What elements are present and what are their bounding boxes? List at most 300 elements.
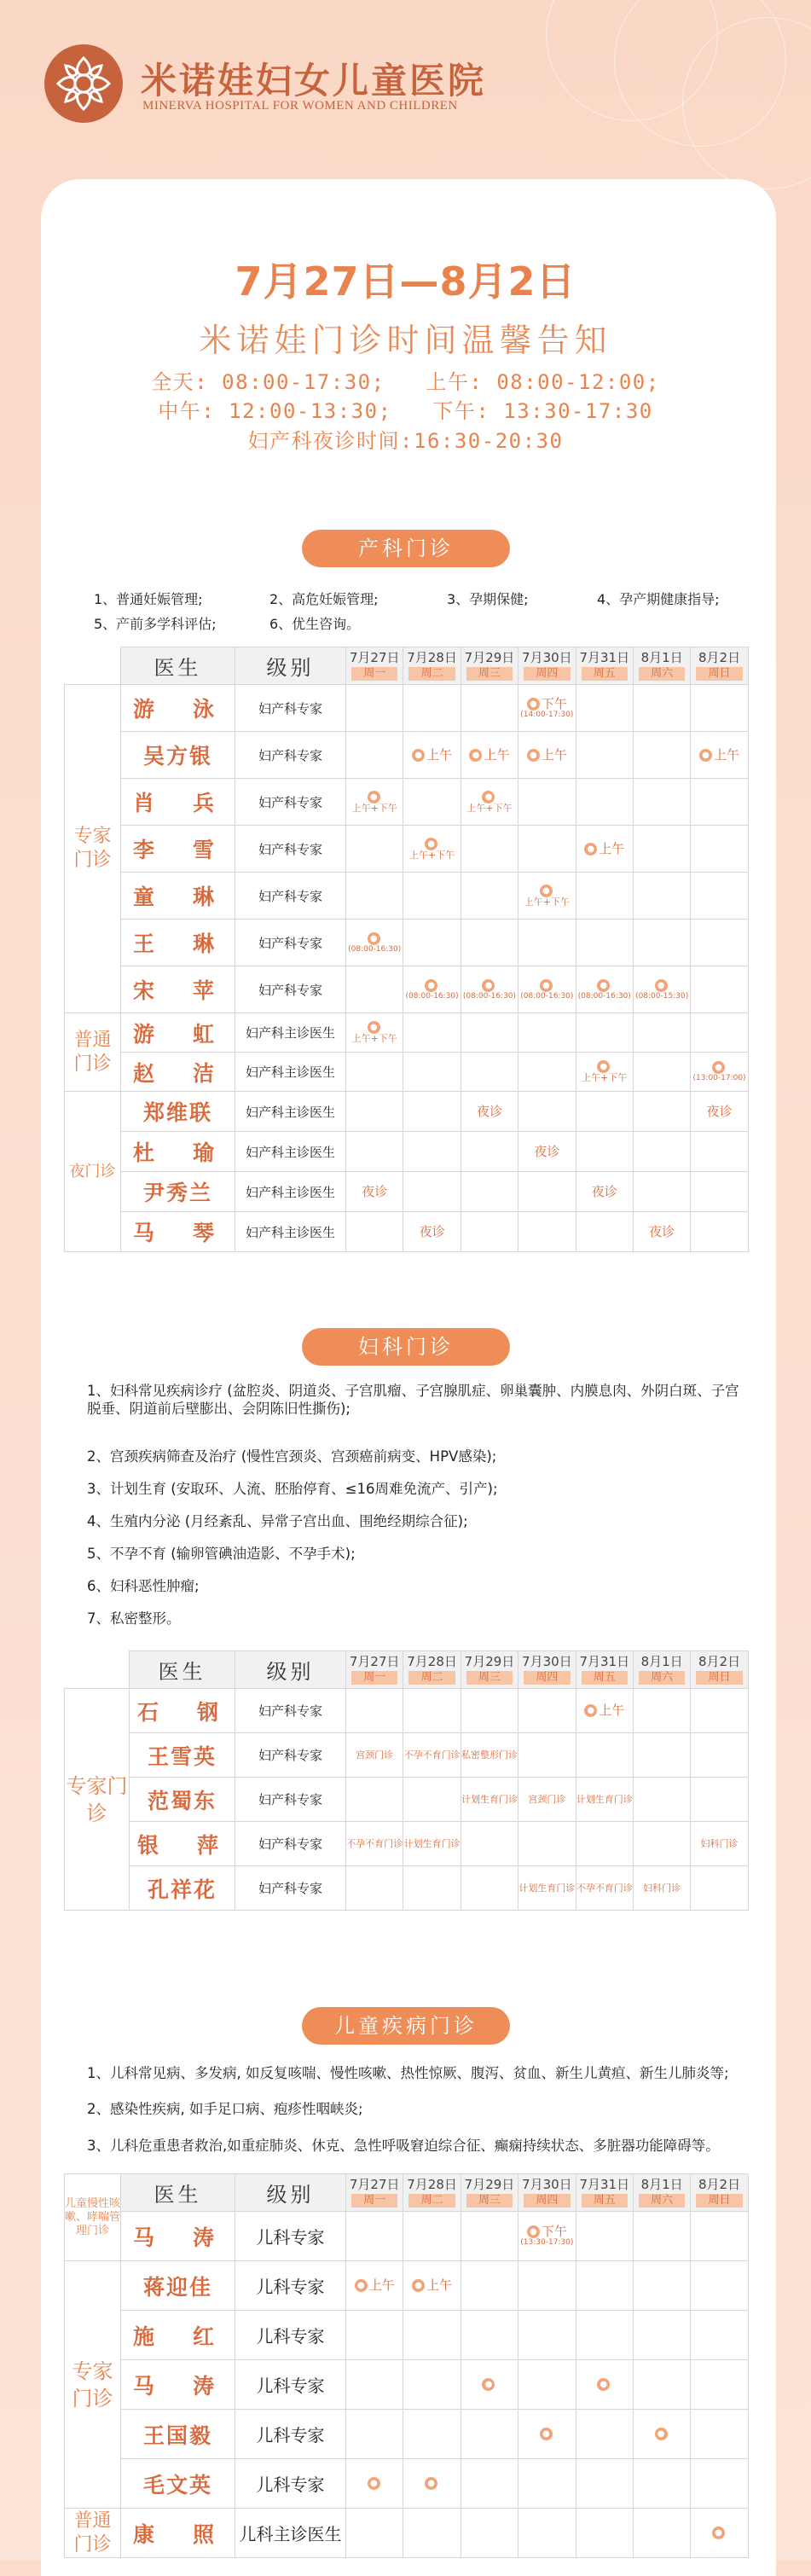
schedule-cell	[461, 1053, 518, 1092]
schedule-cell	[633, 1733, 690, 1778]
schedule-cell	[518, 1822, 576, 1866]
table-row	[65, 1866, 749, 1911]
slot-label: 上午	[541, 746, 567, 763]
doctor-name: 赵 洁	[121, 1053, 235, 1092]
doctor-name: 王雪英	[130, 1733, 235, 1778]
schedule-cell	[633, 1053, 690, 1092]
day-date: 7月29日	[464, 1653, 515, 1669]
day-weekday: 周三	[466, 2194, 513, 2208]
col-header-day	[691, 2174, 748, 2212]
doctor-name: 蒋迎佳	[121, 2261, 235, 2311]
schedule-cell	[518, 2212, 576, 2261]
schedule-cell	[691, 2261, 748, 2311]
schedule-cell	[403, 2261, 461, 2311]
slot-label: 夜诊	[362, 1183, 388, 1199]
slot-time: (08:00-16:30)	[348, 944, 402, 954]
ped-item: 3、儿科危重患者救治,如重症肺炎、休克、急性呼吸窘迫综合征、癫痫持续状态、多脏器功能障碍等。	[87, 2138, 720, 2154]
schedule-cell	[403, 2509, 461, 2558]
schedule-cell	[691, 779, 748, 826]
schedule-cell	[346, 1778, 403, 1822]
schedule-cell	[518, 2360, 576, 2410]
col-header-day	[633, 647, 690, 685]
col-header-doctor: 医生	[130, 1651, 235, 1689]
schedule-cell	[518, 2311, 576, 2360]
schedule-cell	[576, 1778, 633, 1822]
schedule-cell	[576, 2311, 633, 2360]
slot-time: (08:00-15:30)	[635, 991, 689, 1001]
table-header-row	[65, 2174, 749, 2212]
doctor-level: 妇产科专家	[235, 732, 346, 779]
clinic-dot-icon: ●	[412, 2279, 425, 2292]
schedule-cell	[346, 1053, 403, 1092]
clinic-dot-icon: ●	[425, 979, 437, 992]
schedule-cell	[633, 2410, 690, 2459]
doctor-level: 儿科专家	[235, 2410, 346, 2459]
col-header-day	[633, 2174, 690, 2212]
table-row	[65, 1689, 749, 1733]
clinic-dot-icon: ●	[368, 2477, 380, 2490]
clinic-dot-icon: ●	[597, 2378, 610, 2391]
schedule-cell	[691, 2410, 748, 2459]
schedule-cell	[403, 1212, 461, 1252]
clinic-dot-icon: ●	[699, 749, 712, 762]
group-label-expert: 专家门诊	[65, 1689, 130, 1911]
col-header-day	[691, 647, 748, 685]
clinic-dot-icon: ●	[597, 979, 610, 992]
schedule-cell	[346, 685, 403, 732]
table-row	[65, 1172, 749, 1212]
doctor-level: 妇产科专家	[235, 826, 346, 873]
schedule-cell	[403, 920, 461, 966]
day-date: 8月2日	[698, 649, 741, 665]
day-date: 7月28日	[407, 649, 457, 665]
schedule-cell	[346, 966, 403, 1013]
gyn-item: 7、私密整形。	[87, 1610, 181, 1627]
slot-label: 夜诊	[649, 1223, 675, 1239]
clinic-label: 不孕不育门诊	[346, 1837, 403, 1849]
schedule-cell	[461, 1822, 518, 1866]
obs-service: 5、产前多学科评估;	[94, 616, 217, 632]
gynecology-schedule-table	[64, 1651, 749, 1911]
doctor-level: 儿科专家	[235, 2459, 346, 2509]
doctor-name: 尹秀兰	[121, 1172, 235, 1212]
hours-line-1: 全天: 08:00-17:30; 上午: 08:00-12:00;	[151, 370, 660, 394]
clinic-dot-icon: ●	[482, 2378, 495, 2391]
schedule-cell	[576, 873, 633, 920]
schedule-cell	[461, 779, 518, 826]
slot-time: (08:00-16:30)	[520, 991, 574, 1001]
schedule-cell	[461, 1778, 518, 1822]
hospital-logo-icon	[44, 44, 123, 123]
schedule-cell	[633, 2459, 690, 2509]
slot-label: 上午	[368, 2277, 395, 2293]
schedule-cell	[461, 685, 518, 732]
schedule-cell	[691, 966, 748, 1013]
doctor-name: 马 涛	[121, 2360, 235, 2410]
table-row	[65, 920, 749, 966]
schedule-cell	[403, 685, 461, 732]
notice-title: 7月27日—8月2日	[235, 258, 576, 305]
clinic-label: 计划生育门诊	[461, 1793, 518, 1805]
schedule-cell	[633, 1132, 690, 1172]
schedule-cell	[576, 1822, 633, 1866]
col-header-day	[691, 1651, 748, 1689]
table-row	[65, 2410, 749, 2459]
day-date: 8月2日	[698, 2176, 741, 2192]
clinic-label: 计划生育门诊	[403, 1837, 461, 1849]
schedule-cell	[461, 920, 518, 966]
schedule-cell	[518, 732, 576, 779]
slot-label: 上午+下午	[582, 1072, 628, 1083]
schedule-cell	[403, 1733, 461, 1778]
schedule-cell	[633, 1172, 690, 1212]
hours-line-2: 中午: 12:00-13:30; 下午: 13:30-17:30	[158, 399, 653, 423]
doctor-level: 儿科专家	[235, 2212, 346, 2261]
col-header-day	[633, 1651, 690, 1689]
obstetrics-schedule-table	[64, 647, 749, 1252]
schedule-cell	[346, 1092, 403, 1132]
day-date: 7月27日	[349, 649, 400, 665]
schedule-cell	[403, 1689, 461, 1733]
schedule-cell	[461, 1132, 518, 1172]
slot-label: 下午	[541, 2224, 567, 2239]
slot-time: (08:00-16:30)	[577, 991, 631, 1001]
clinic-label: 妇科门诊	[700, 1837, 739, 1849]
doctor-name: 王国毅	[121, 2410, 235, 2459]
schedule-cell	[403, 826, 461, 873]
col-header-level: 级别	[235, 647, 346, 685]
clinic-dot-icon: ●	[368, 791, 380, 804]
day-date: 7月28日	[407, 2176, 457, 2192]
schedule-cell	[633, 920, 690, 966]
hours-line-3: 妇产科夜诊时间:16:30-20:30	[247, 429, 564, 453]
schedule-cell	[403, 873, 461, 920]
schedule-cell	[461, 2509, 518, 2558]
slot-label: 上午	[426, 2277, 453, 2293]
table-row	[65, 779, 749, 826]
clinic-label: 不孕不育门诊	[576, 1882, 633, 1894]
schedule-cell	[691, 2360, 748, 2410]
slot-label: 上午	[599, 1703, 625, 1718]
schedule-cell	[518, 1778, 576, 1822]
slot-time: (13:00-17:00)	[692, 1074, 746, 1082]
schedule-cell	[518, 873, 576, 920]
schedule-cell	[461, 2410, 518, 2459]
schedule-cell	[633, 2212, 690, 2261]
slot-label: 上午	[426, 746, 453, 763]
schedule-cell	[576, 1689, 633, 1733]
schedule-cell	[576, 1132, 633, 1172]
slot-label: 上午+下午	[351, 802, 397, 814]
schedule-cell	[461, 1866, 518, 1911]
doctor-level: 妇产科主诊医生	[235, 1013, 346, 1053]
schedule-cell	[691, 1092, 748, 1132]
clinic-label: 不孕不育门诊	[403, 1749, 461, 1761]
slot-label: 下午	[541, 695, 567, 711]
col-header-day	[518, 2174, 576, 2212]
schedule-cell	[461, 1172, 518, 1212]
day-weekday: 周六	[639, 2194, 685, 2208]
clinic-dot-icon: ●	[712, 2527, 725, 2539]
day-weekday: 周五	[582, 667, 628, 681]
schedule-cell	[461, 1689, 518, 1733]
clinic-dot-icon: ●	[425, 838, 437, 850]
doctor-name: 石 钢	[130, 1689, 235, 1733]
gyn-item: 1、妇科常见疾病诊疗 (盆腔炎、阴道炎、子宫肌瘤、子宫腺肌症、卵巢囊肿、内膜息肉、外阴白斑、子宫脱垂、阴道前后壁膨出、会阴陈旧性撕伤);	[87, 1383, 739, 1417]
doctor-level: 妇产科专家	[235, 920, 346, 966]
schedule-cell	[518, 1689, 576, 1733]
doctor-level: 妇产科专家	[235, 1778, 346, 1822]
col-header-day	[576, 2174, 633, 2212]
clinic-dot-icon: ●	[655, 2428, 668, 2440]
schedule-cell	[403, 2311, 461, 2360]
schedule-cell	[633, 2311, 690, 2360]
doctor-name: 马 涛	[121, 2212, 235, 2261]
slot-time: (08:00-16:30)	[462, 991, 517, 1001]
schedule-cell	[633, 685, 690, 732]
group-label-expert: 专家门诊	[65, 2261, 121, 2509]
day-weekday: 周日	[696, 1671, 742, 1685]
table-row	[65, 1212, 749, 1252]
table-row	[65, 1733, 749, 1778]
doctor-level: 妇产科专家	[235, 1822, 346, 1866]
clinic-label: 计划生育门诊	[518, 1882, 576, 1894]
schedule-cell	[461, 873, 518, 920]
doctor-level: 儿科专家	[235, 2261, 346, 2311]
group-label-general: 普通门诊	[65, 1013, 121, 1092]
doctor-level: 儿科专家	[235, 2360, 346, 2410]
table-row	[65, 2261, 749, 2311]
schedule-cell	[576, 2459, 633, 2509]
schedule-cell	[518, 2509, 576, 2558]
schedule-cell	[691, 1733, 748, 1778]
doctor-level: 妇产科专家	[235, 1866, 346, 1911]
schedule-cell	[691, 1013, 748, 1053]
schedule-cell	[403, 1092, 461, 1132]
col-header-doctor: 医生	[121, 2174, 235, 2212]
doctor-name: 施 红	[121, 2311, 235, 2360]
gyn-item: 3、计划生育 (安取环、人流、胚胎停育、≤16周难免流产、引产);	[87, 1481, 498, 1497]
clinic-dot-icon: ●	[597, 1060, 610, 1073]
schedule-cell	[691, 1132, 748, 1172]
obs-service: 3、孕期保健;	[447, 591, 529, 607]
schedule-cell	[518, 920, 576, 966]
schedule-cell	[461, 1212, 518, 1252]
doctor-name: 范蜀东	[130, 1778, 235, 1822]
day-date: 7月28日	[407, 1653, 457, 1669]
col-header-day	[346, 2174, 403, 2212]
day-weekday: 周三	[466, 667, 513, 681]
doctor-name: 孔祥花	[130, 1866, 235, 1911]
gyn-item: 5、不孕不育 (输卵管碘油造影、不孕手术);	[87, 1546, 356, 1562]
table-row	[65, 685, 749, 732]
table-row	[65, 1092, 749, 1132]
schedule-cell	[346, 873, 403, 920]
schedule-cell	[518, 1212, 576, 1252]
schedule-cell	[633, 873, 690, 920]
obs-service: 4、孕产期健康指导;	[597, 591, 720, 607]
table-row	[65, 732, 749, 779]
schedule-cell	[461, 2261, 518, 2311]
group-label-general: 普通门诊	[65, 2509, 121, 2558]
doctor-name: 康 照	[121, 2509, 235, 2558]
schedule-cell	[461, 1092, 518, 1132]
schedule-cell	[346, 2360, 403, 2410]
doctor-level: 儿科专家	[235, 2311, 346, 2360]
clinic-dot-icon: ●	[355, 2279, 368, 2292]
schedule-cell	[346, 920, 403, 966]
day-date: 7月30日	[522, 2176, 572, 2192]
col-header-day	[346, 1651, 403, 1689]
doctor-level: 儿科主诊医生	[235, 2509, 346, 2558]
schedule-cell	[346, 2459, 403, 2509]
schedule-cell	[633, 1866, 690, 1911]
slot-label: 上午+下午	[524, 896, 570, 908]
slot-label: 夜诊	[706, 1103, 733, 1119]
clinic-dot-icon: ●	[540, 2428, 553, 2440]
group-label-special: 儿童慢性咳嗽、哮喘管理门诊	[65, 2174, 121, 2261]
corner-cell	[65, 1651, 130, 1689]
group-label-night: 夜门诊	[65, 1092, 121, 1252]
slot-label: 上午+下午	[351, 1033, 397, 1044]
day-weekday: 周五	[582, 2194, 628, 2208]
doctor-level: 妇产科主诊医生	[235, 1132, 346, 1172]
schedule-cell	[691, 873, 748, 920]
schedule-cell	[518, 685, 576, 732]
slot-label: 夜诊	[476, 1103, 502, 1119]
day-date: 7月30日	[522, 1653, 572, 1669]
schedule-cell	[691, 2459, 748, 2509]
schedule-cell	[346, 2509, 403, 2558]
schedule-cell	[403, 2410, 461, 2459]
schedule-cell	[346, 1132, 403, 1172]
hospital-name-cn: 米诺娃妇女儿童医院	[141, 60, 487, 102]
schedule-cell	[403, 2459, 461, 2509]
schedule-cell	[518, 2410, 576, 2459]
doctor-name: 杜 瑜	[121, 1132, 235, 1172]
doctor-level: 妇产科主诊医生	[235, 1092, 346, 1132]
col-header-day	[346, 647, 403, 685]
doctor-level: 妇产科主诊医生	[235, 1212, 346, 1252]
schedule-cell	[518, 1092, 576, 1132]
schedule-cell	[461, 1733, 518, 1778]
schedule-cell	[518, 779, 576, 826]
slot-label: 上午+下午	[466, 802, 513, 814]
schedule-cell	[346, 2261, 403, 2311]
schedule-cell	[346, 779, 403, 826]
day-weekday: 周一	[351, 2194, 397, 2208]
day-weekday: 周一	[351, 1671, 397, 1685]
day-weekday: 周一	[351, 667, 397, 681]
schedule-cell	[633, 779, 690, 826]
schedule-cell	[403, 1172, 461, 1212]
clinic-dot-icon: ●	[412, 749, 425, 762]
schedule-cell	[461, 1013, 518, 1053]
schedule-cell	[576, 2261, 633, 2311]
schedule-cell	[633, 826, 690, 873]
schedule-cell	[346, 732, 403, 779]
table-row	[65, 1053, 749, 1092]
schedule-cell	[576, 2410, 633, 2459]
slot-label: 夜诊	[591, 1183, 617, 1199]
doctor-level: 妇产科专家	[235, 966, 346, 1013]
col-header-level: 级别	[235, 1651, 346, 1689]
obs-service: 2、高危妊娠管理;	[269, 591, 379, 607]
schedule-cell	[346, 826, 403, 873]
schedule-cell	[633, 1013, 690, 1053]
schedule-cell	[403, 1822, 461, 1866]
schedule-cell	[691, 1822, 748, 1866]
day-date: 7月31日	[579, 2176, 630, 2192]
clinic-dot-icon: ●	[469, 749, 482, 762]
schedule-cell	[691, 2212, 748, 2261]
schedule-cell	[518, 1733, 576, 1778]
schedule-cell	[691, 920, 748, 966]
schedule-cell	[691, 1778, 748, 1822]
schedule-cell	[576, 1092, 633, 1132]
schedule-cell	[576, 1172, 633, 1212]
schedule-cell	[346, 1822, 403, 1866]
schedule-cell	[576, 1866, 633, 1911]
doctor-name: 郑维联	[121, 1092, 235, 1132]
schedule-cell	[691, 1172, 748, 1212]
slot-time: (14:00-17:30)	[520, 710, 574, 719]
schedule-cell	[346, 2311, 403, 2360]
schedule-cell	[633, 732, 690, 779]
schedule-cell	[633, 2261, 690, 2311]
schedule-cell	[403, 1132, 461, 1172]
col-header-day	[403, 2174, 461, 2212]
schedule-cell	[518, 1053, 576, 1092]
doctor-level: 妇产科专家	[235, 1689, 346, 1733]
gyn-item: 4、生殖内分泌 (月经紊乱、异常子宫出血、围绝经期综合征);	[87, 1513, 468, 1529]
gyn-item: 2、宫颈疾病筛查及治疗 (慢性宫颈炎、宫颈癌前病变、HPV感染);	[87, 1448, 497, 1465]
col-header-day	[461, 2174, 518, 2212]
schedule-cell	[346, 2212, 403, 2261]
notice-subtitle: 米诺娃门诊时间温馨告知	[199, 322, 612, 359]
schedule-cell	[518, 826, 576, 873]
obs-service: 1、普通妊娠管理;	[94, 591, 203, 607]
day-weekday: 周四	[524, 667, 570, 681]
obs-service: 6、优生咨询。	[269, 616, 361, 632]
clinic-label: 计划生育门诊	[576, 1793, 633, 1805]
table-row	[65, 966, 749, 1013]
table-row	[65, 826, 749, 873]
doctor-name: 游 虹	[121, 1013, 235, 1053]
slot-label: 夜诊	[534, 1143, 560, 1159]
doctor-level: 妇产科专家	[235, 779, 346, 826]
corner-cell	[65, 647, 121, 685]
schedule-cell	[461, 2360, 518, 2410]
hospital-name-en: MINERVA HOSPITAL FOR WOMEN AND CHILDREN	[142, 99, 458, 113]
col-header-day	[461, 1651, 518, 1689]
schedule-cell	[403, 1013, 461, 1053]
day-weekday: 周六	[639, 1671, 685, 1685]
slot-label: 上午	[599, 840, 625, 856]
schedule-cell	[346, 1212, 403, 1252]
schedule-cell	[346, 1866, 403, 1911]
schedule-cell	[518, 2261, 576, 2311]
section-pill-gynecology: 妇科门诊	[302, 1328, 510, 1366]
table-row	[65, 2311, 749, 2360]
col-header-day	[518, 1651, 576, 1689]
schedule-cell	[403, 966, 461, 1013]
clinic-dot-icon: ●	[482, 791, 495, 804]
schedule-cell	[633, 1092, 690, 1132]
clinic-label: 私密整形门诊	[461, 1749, 518, 1761]
schedule-cell	[403, 1866, 461, 1911]
schedule-cell	[518, 1172, 576, 1212]
